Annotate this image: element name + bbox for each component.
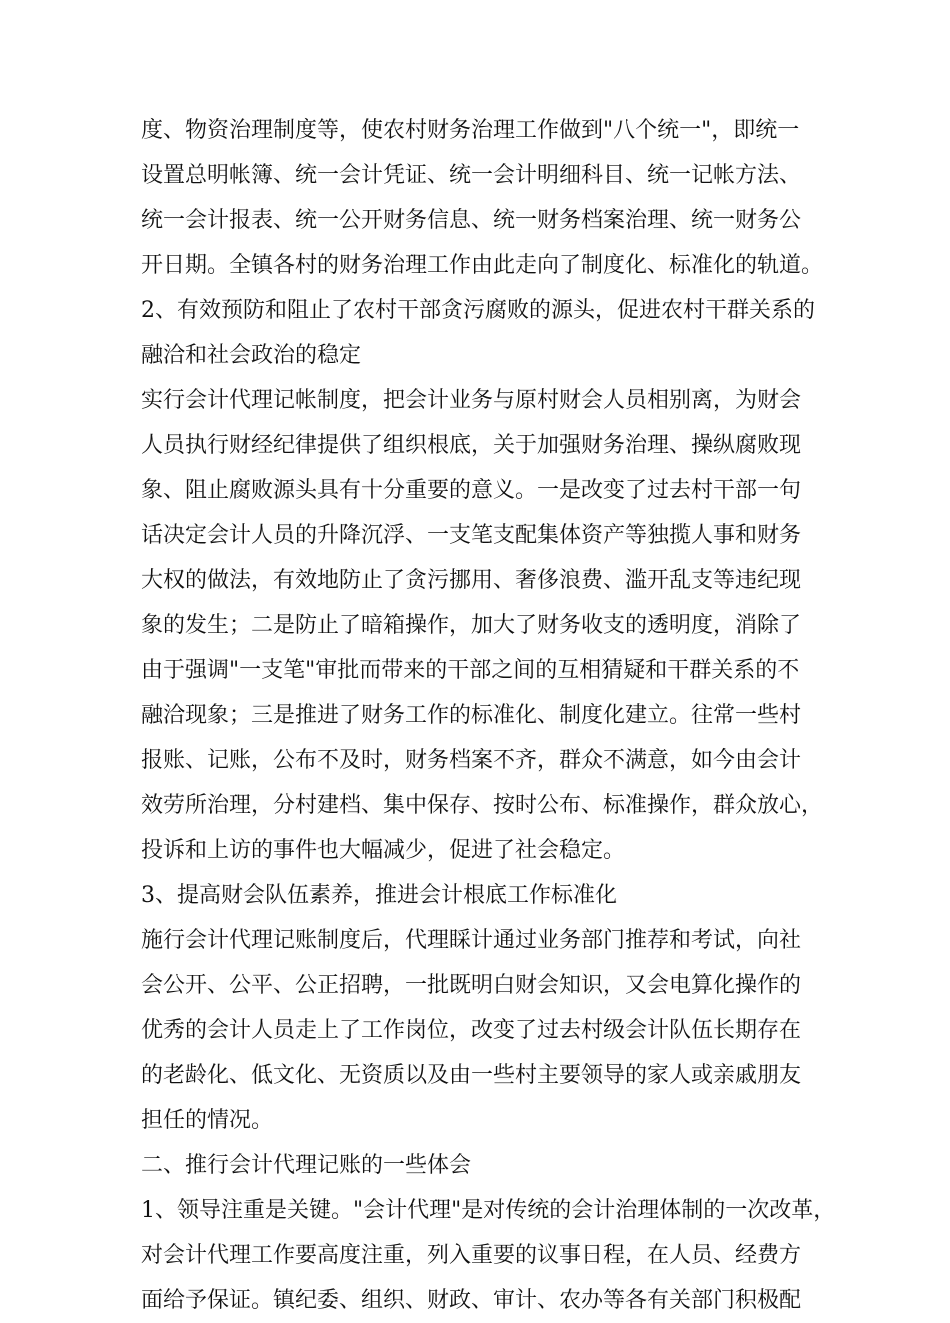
text-line: 象的发生；二是防止了暗箱操作，加大了财务收支的透明度，消除了: [141, 613, 802, 638]
text-line: 报账、记账，公布不及时，财务档案不齐，群众不满意，如今由会计: [141, 748, 802, 773]
document-body: [141, 108, 841, 1323]
text-line: 话决定会计人员的升降沉浮、一支笔支配集体资产等独揽人事和财务: [141, 523, 802, 548]
text-line: 实行会计代理记帐制度，把会计业务与原村财会人员相别离，为财会: [141, 388, 802, 413]
text-line: 效劳所治理，分村建档、集中保存、按时公布、标准操作，群众放心，: [141, 793, 824, 818]
text-line: 投诉和上访的事件也大幅减少，促进了社会稳定。: [141, 838, 626, 863]
section-heading: 3、提高财会队伍素养，推进会计根底工作标准化: [141, 883, 617, 908]
text-line: 开日期。全镇各村的财务治理工作由此走向了制度化、标准化的轨道。: [141, 253, 824, 278]
text-line: 由于强调"一支笔"审批而带来的干部之间的互相猜疑和干群关系的不: [141, 658, 800, 683]
text-line: 大权的做法，有效地防止了贪污挪用、奢侈浪费、滥开乱支等违纪现: [141, 568, 802, 593]
section-heading-continued: 融洽和社会政治的稳定: [141, 343, 362, 368]
text-line: 1、领导注重是关键。"会计代理"是对传统的会计治理体制的一次改革，: [141, 1198, 836, 1223]
text-line: 面给予保证。镇纪委、组织、财政、审计、农办等各有关部门积极配: [141, 1288, 802, 1313]
text-line: 设置总明帐簿、统一会计凭证、统一会计明细科目、统一记帐方法、: [141, 163, 802, 188]
text-line: 的老龄化、低文化、无资质以及由一些村主要领导的家人或亲戚朋友: [141, 1063, 802, 1088]
text-line: 象、阻止腐败源头具有十分重要的意义。一是改变了过去村干部一句: [141, 478, 802, 503]
text-line: 对会计代理工作要高度注重，列入重要的议事日程，在人员、经费方: [141, 1243, 802, 1268]
text-line: 施行会计代理记账制度后，代理睬计通过业务部门推荐和考试，向社: [141, 928, 802, 953]
text-line: 会公开、公平、公正招聘，一批既明白财会知识，又会电算化操作的: [141, 973, 802, 998]
chapter-heading: 二、推行会计代理记账的一些体会: [141, 1153, 472, 1178]
text-line: 担任的情况。: [141, 1108, 274, 1133]
text-line: 统一会计报表、统一公开财务信息、统一财务档案治理、统一财务公: [141, 208, 802, 233]
text-line: 人员执行财经纪律提供了组织根底，关于加强财务治理、操纵腐败现: [141, 433, 802, 458]
text-line: 优秀的会计人员走上了工作岗位，改变了过去村级会计队伍长期存在: [141, 1018, 802, 1043]
section-heading: 2、有效预防和阻止了农村干部贪污腐败的源头，促进农村干群关系的: [141, 298, 815, 323]
text-line: 度、物资治理制度等，使农村财务治理工作做到"八个统一"，即统一: [141, 118, 800, 143]
text-line: 融洽现象；三是推进了财务工作的标准化、制度化建立。往常一些村: [141, 703, 802, 728]
